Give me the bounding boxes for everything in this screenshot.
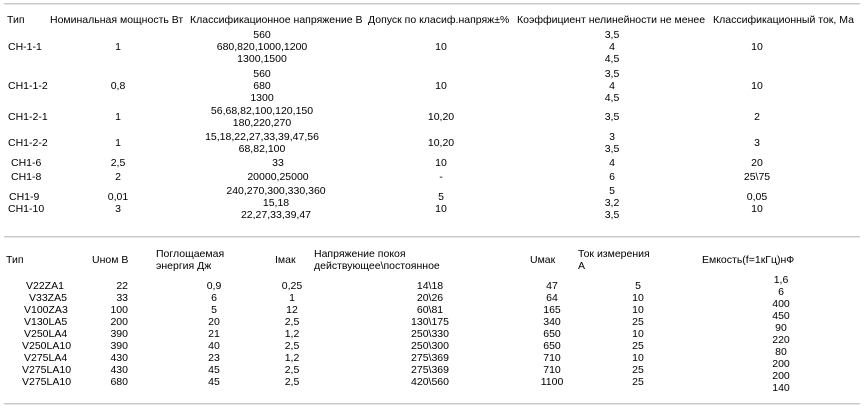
table-row-current: 0,05 [746, 191, 768, 203]
table-row-current: 25\75 [743, 171, 771, 183]
table-row-current: 10 [632, 328, 644, 340]
table-row-unom: 100 [110, 304, 128, 316]
table-row-umax: 165 [543, 304, 561, 316]
header-current: Классификационный ток, Ма [713, 14, 854, 26]
table-row-voltage: 15,18,22,27,33,39,47,56 68,82,100 [205, 131, 319, 155]
table-row-type: V275LA10 [22, 364, 72, 376]
table-row-imax: 1,2 [284, 352, 300, 364]
table-row-imax: 2,5 [284, 376, 300, 388]
table-row-nonlinearity: 5 [609, 185, 615, 197]
table-row-current: 10 [632, 304, 644, 316]
capacitance-value: 140 [772, 382, 790, 394]
divider [4, 403, 860, 405]
table-row-type: СН-1-1 [8, 41, 42, 53]
table-row-voltage: 20000,25000 [247, 171, 309, 183]
table-row-voltage: 14\18 [416, 280, 444, 292]
table-row-unom: 390 [110, 328, 128, 340]
table-row-type: V130LA5 [24, 316, 68, 328]
table-row-voltage: 20\26 [416, 292, 444, 304]
header-energy: Поглощаемая энергия Дж [156, 248, 225, 272]
table-row-type: V275LA10 [22, 376, 72, 388]
table-row-unom: 390 [110, 340, 128, 352]
table-row-voltage: 130\175 [411, 316, 449, 328]
table-row-type: V100ZA3 [24, 304, 68, 316]
table-row-unom: 200 [110, 316, 128, 328]
table-row-nonlinearity: 3,5 4 4,5 [604, 29, 620, 65]
table-row-imax: 1,2 [284, 328, 300, 340]
table-row-umax: 650 [543, 328, 561, 340]
table-row-tolerance: 5 [438, 191, 444, 203]
table-row-unom: 430 [110, 352, 128, 364]
table-row-imax: 0,25 [281, 280, 303, 292]
table-row-energy: 45 [208, 376, 220, 388]
table-row-current: 10 [751, 80, 763, 92]
table-row-tolerance: 10,20 [427, 137, 455, 149]
table-row-type: V33ZA5 [29, 292, 67, 304]
header-type: Тип [7, 14, 25, 26]
table-row-nonlinearity: 4 [609, 157, 615, 169]
table-row-power: 1 [115, 137, 121, 149]
table-row-voltage: 240,270,300,330,360 [226, 185, 326, 197]
table-row-energy: 5 [211, 304, 217, 316]
table-row-power: 1 [115, 41, 121, 53]
table-row-type: СН1-2-1 [8, 111, 48, 123]
capacitance-value: 450 [772, 310, 790, 322]
table-row-type: СН1-2-2 [8, 137, 48, 149]
table-row-voltage: 15,18 22,27,33,39,47 [240, 197, 312, 221]
table-row-power: 0,8 [110, 80, 126, 92]
table-row-voltage: 60\81 [416, 304, 444, 316]
table-row-current: 25 [632, 316, 644, 328]
table-row-umax: 1100 [540, 376, 564, 388]
table-row-umax: 650 [543, 340, 561, 352]
table-row-umax: 340 [543, 316, 561, 328]
table-row-nonlinearity: 6 [609, 171, 615, 183]
table-row-current: 20 [751, 157, 763, 169]
table-row-nonlinearity: 3 3,5 [604, 131, 620, 155]
table-row-current: 25 [632, 340, 644, 352]
capacitance-value: 90 [775, 322, 787, 334]
table-row-type: V275LA4 [24, 352, 68, 364]
table-row-type: СН1-10 [8, 203, 45, 215]
table-row-imax: 1 [289, 292, 295, 304]
header-tolerance: Допуск по класиф.напряж±% [368, 14, 510, 26]
table-row-type: СН1-8 [11, 171, 42, 183]
capacitance-value: 80 [775, 346, 787, 358]
header-imax: Iмак [275, 254, 296, 266]
capacitance-value: 200 [772, 370, 790, 382]
header-umax: Uмак [530, 254, 556, 266]
table-row-voltage: 560 680 1300 [250, 68, 274, 104]
table-row-type: V250LA10 [22, 340, 72, 352]
table-row-nonlinearity: 3,2 3,5 [604, 197, 620, 221]
table-row-tolerance: - [439, 171, 443, 183]
table-row-unom: 430 [110, 364, 128, 376]
table-row-unom: 680 [110, 376, 128, 388]
header-current: Ток измерения А [578, 248, 650, 272]
table-row-voltage: 33 [272, 157, 284, 169]
table-row-imax: 12 [286, 304, 298, 316]
table-row-energy: 23 [208, 352, 220, 364]
table-row-tolerance: 10 [435, 41, 447, 53]
table-row-energy: 45 [208, 364, 220, 376]
table-row-umax: 710 [543, 364, 561, 376]
header-type: Тип [6, 254, 24, 266]
table-row-type: СН1-1-2 [8, 80, 48, 92]
header-capacitance: Емкость(f=1кГц)нФ [702, 254, 795, 266]
table-row-current: 10 [751, 203, 763, 215]
table-row-current: 25 [632, 376, 644, 388]
table-row-current: 10 [751, 41, 763, 53]
table-row-umax: 710 [543, 352, 561, 364]
table-row-umax: 47 [546, 280, 558, 292]
table-row-voltage: 275\369 [411, 364, 449, 376]
divider [4, 3, 860, 5]
table-row-imax: 2,5 [284, 364, 300, 376]
table-row-voltage: 420\560 [411, 376, 449, 388]
table-row-voltage: 250\300 [411, 340, 449, 352]
table-row-current: 5 [635, 280, 641, 292]
table-row-power: 0,01 [107, 191, 129, 203]
table-row-energy: 20 [208, 316, 220, 328]
table-row-power: 1 [115, 111, 121, 123]
table-row-unom: 22 [116, 280, 128, 292]
table-row-energy: 0,9 [206, 280, 222, 292]
table-row-imax: 2,5 [284, 316, 300, 328]
table-row-voltage: 56,68,82,100,120,150 180,220,270 [210, 105, 314, 129]
header-voltage: Классификационное напряжение В [190, 14, 363, 26]
table-row-current: 25 [632, 364, 644, 376]
table-row-tolerance: 10,20 [427, 111, 455, 123]
capacitance-value: 200 [772, 358, 790, 370]
capacitance-value: 1,6 [773, 274, 789, 286]
capacitance-value: 6 [778, 286, 784, 298]
table-row-energy: 40 [208, 340, 220, 352]
table-row-voltage: 275\369 [411, 352, 449, 364]
header-nonlinearity: Коэффициент нелинейности не менее [517, 14, 706, 26]
table-row-nonlinearity: 3,5 [604, 111, 620, 123]
table-row-tolerance: 10 [435, 203, 447, 215]
table-row-tolerance: 10 [435, 80, 447, 92]
table-row-current: 10 [632, 292, 644, 304]
header-unom: Uном В [92, 254, 129, 266]
table-row-type: V22ZA1 [26, 280, 64, 292]
table-row-voltage: 560 680,820,1000,1200 1300,1500 [216, 29, 308, 65]
header-voltage: Напряжение покоя действующее\постоянное [314, 248, 440, 272]
table-row-power: 3 [115, 203, 121, 215]
table-row-energy: 6 [211, 292, 217, 304]
table-row-imax: 2,5 [284, 340, 300, 352]
divider [4, 236, 860, 238]
table-row-power: 2,5 [110, 157, 126, 169]
table-row-current: 10 [632, 352, 644, 364]
table-row-current: 2 [754, 111, 760, 123]
table-row-type: СН1-6 [11, 157, 42, 169]
capacitance-value: 220 [772, 334, 790, 346]
table-row-nonlinearity: 3,5 4 4,5 [604, 68, 620, 104]
table-row-tolerance: 10 [435, 157, 447, 169]
table-row-power: 2 [115, 171, 121, 183]
table-row-type: V250LA4 [24, 328, 68, 340]
header-power: Номинальная мощность Вт [50, 14, 184, 26]
table-row-current: 3 [754, 137, 760, 149]
table-row-type: СН1-9 [9, 191, 40, 203]
capacitance-value: 400 [772, 298, 790, 310]
table-row-voltage: 250\330 [411, 328, 449, 340]
table-row-unom: 33 [116, 292, 128, 304]
table-row-umax: 64 [546, 292, 558, 304]
table-row-energy: 21 [208, 328, 220, 340]
